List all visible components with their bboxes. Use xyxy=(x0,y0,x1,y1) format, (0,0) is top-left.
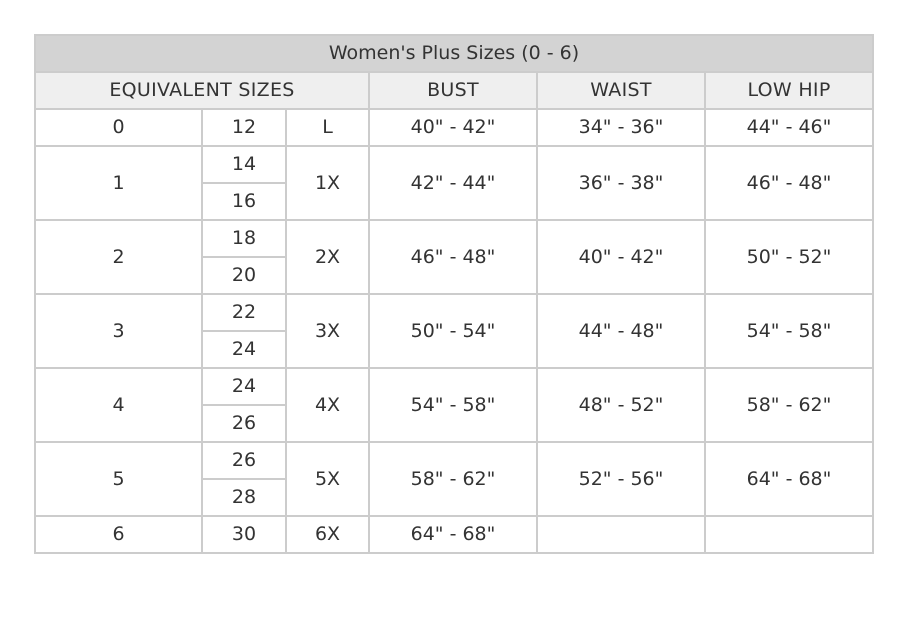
header-low-hip: LOW HIP xyxy=(705,72,873,109)
bust-cell: 42" - 44" xyxy=(369,146,537,220)
low-hip-cell: 58" - 62" xyxy=(705,368,873,442)
size-cell: 4 xyxy=(35,368,202,442)
waist-cell xyxy=(537,516,705,553)
numeric-size-cell: 26 xyxy=(202,405,286,442)
low-hip-cell xyxy=(705,516,873,553)
letter-size-cell: 2X xyxy=(286,220,369,294)
letter-size-cell: 6X xyxy=(286,516,369,553)
waist-cell: 44" - 48" xyxy=(537,294,705,368)
waist-cell: 36" - 38" xyxy=(537,146,705,220)
low-hip-cell: 44" - 46" xyxy=(705,109,873,146)
bust-cell: 64" - 68" xyxy=(369,516,537,553)
letter-size-cell: 1X xyxy=(286,146,369,220)
low-hip-cell: 46" - 48" xyxy=(705,146,873,220)
numeric-size-cell: 14 xyxy=(202,146,286,183)
header-bust: BUST xyxy=(369,72,537,109)
table-row xyxy=(35,220,873,257)
numeric-size-cell: 24 xyxy=(202,331,286,368)
size-cell: 1 xyxy=(35,146,202,220)
letter-size-cell: 4X xyxy=(286,368,369,442)
numeric-size-cell: 22 xyxy=(202,294,286,331)
table-row xyxy=(35,294,873,331)
table-row xyxy=(35,368,873,405)
table-title: Women's Plus Sizes (0 - 6) xyxy=(35,35,873,72)
header-equivalent-sizes: EQUIVALENT SIZES xyxy=(35,72,369,109)
bust-cell: 50" - 54" xyxy=(369,294,537,368)
low-hip-cell: 64" - 68" xyxy=(705,442,873,516)
letter-size-cell: 5X xyxy=(286,442,369,516)
letter-size-cell: 3X xyxy=(286,294,369,368)
header-waist: WAIST xyxy=(537,72,705,109)
bust-cell: 46" - 48" xyxy=(369,220,537,294)
size-cell: 2 xyxy=(35,220,202,294)
bust-cell: 54" - 58" xyxy=(369,368,537,442)
table-row xyxy=(35,516,873,553)
numeric-size-cell: 20 xyxy=(202,257,286,294)
numeric-size-cell: 16 xyxy=(202,183,286,220)
table-row xyxy=(35,442,873,479)
letter-size-cell: L xyxy=(286,109,369,146)
waist-cell: 52" - 56" xyxy=(537,442,705,516)
table-row xyxy=(35,109,873,146)
size-cell: 5 xyxy=(35,442,202,516)
low-hip-cell: 50" - 52" xyxy=(705,220,873,294)
bust-cell: 58" - 62" xyxy=(369,442,537,516)
numeric-size-cell: 30 xyxy=(202,516,286,553)
numeric-size-cell: 18 xyxy=(202,220,286,257)
size-cell: 0 xyxy=(35,109,202,146)
numeric-size-cell: 28 xyxy=(202,479,286,516)
numeric-size-cell: 24 xyxy=(202,368,286,405)
low-hip-cell: 54" - 58" xyxy=(705,294,873,368)
numeric-size-cell: 12 xyxy=(202,109,286,146)
bust-cell: 40" - 42" xyxy=(369,109,537,146)
size-chart-table xyxy=(34,34,874,554)
table-row xyxy=(35,146,873,183)
waist-cell: 40" - 42" xyxy=(537,220,705,294)
size-cell: 6 xyxy=(35,516,202,553)
numeric-size-cell: 26 xyxy=(202,442,286,479)
waist-cell: 34" - 36" xyxy=(537,109,705,146)
waist-cell: 48" - 52" xyxy=(537,368,705,442)
size-cell: 3 xyxy=(35,294,202,368)
